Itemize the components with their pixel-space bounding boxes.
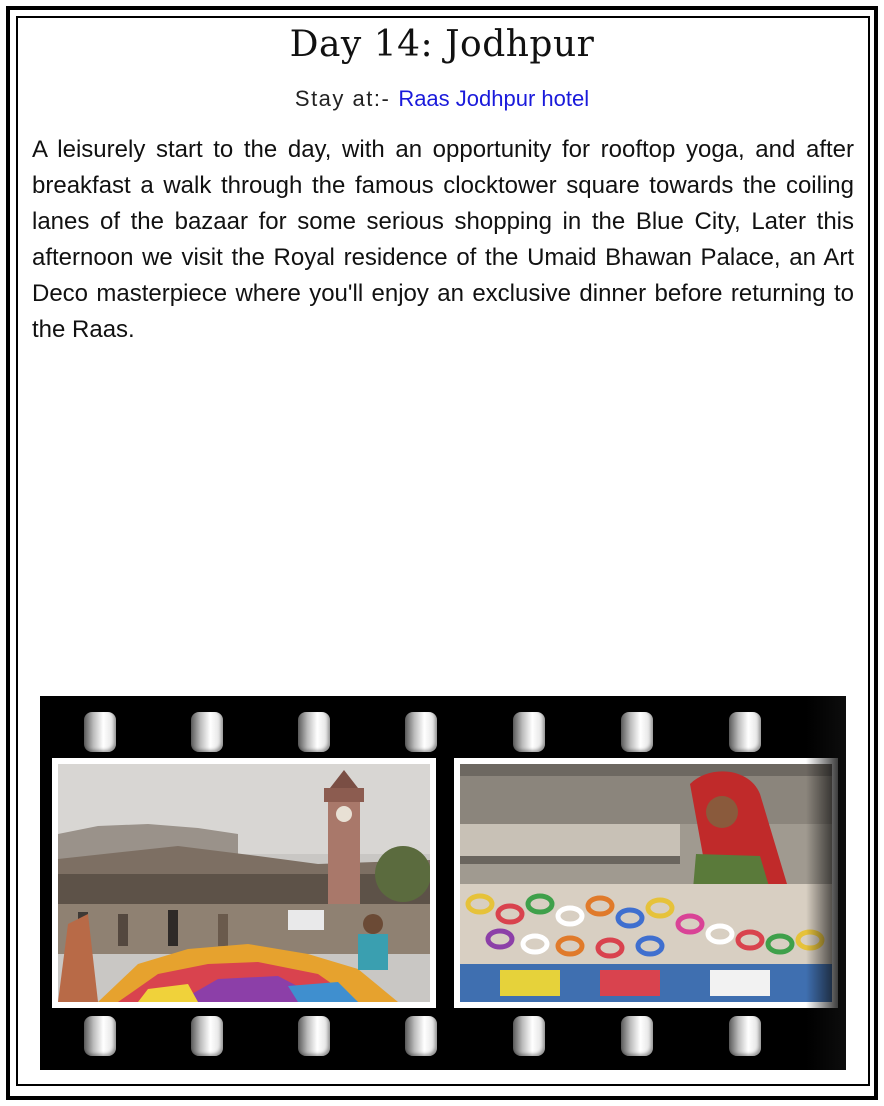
sprocket-row-top (40, 712, 846, 756)
sprocket-hole (513, 712, 545, 752)
sprocket-row-bottom (40, 1016, 846, 1060)
hotel-link[interactable]: Raas Jodhpur hotel (398, 86, 590, 111)
sprocket-hole (621, 1016, 653, 1056)
clocktower-market-image (58, 764, 430, 1002)
stay-label: Stay at:- (294, 86, 391, 111)
film-edge-fade (806, 696, 846, 1070)
sprocket-hole (84, 1016, 116, 1056)
sprocket-hole (298, 1016, 330, 1056)
sprocket-hole (405, 712, 437, 752)
sprocket-hole (298, 712, 330, 752)
bangle-vendor-photo (454, 758, 838, 1008)
sprocket-hole (729, 1016, 761, 1056)
film-strip-gallery (40, 696, 846, 1070)
stay-line (0, 86, 884, 112)
sprocket-hole (513, 1016, 545, 1056)
sprocket-hole (621, 712, 653, 752)
sprocket-hole (191, 712, 223, 752)
sprocket-hole (191, 1016, 223, 1056)
sprocket-hole (405, 1016, 437, 1056)
page-title: Day 14: Jodhpur (289, 24, 595, 65)
day-description: A leisurely start to the day, with an opportunity for rooftop yoga, and after breakfast a walk through the famous clocktower square towards the coiling lanes of the bazaar for some serious shopping in the Blue City, Later this afternoon we visit the Royal residence of the Umaid Bhawan Palace, an Art Deco masterpiece where you'll enjoy an exclusive dinner before returning to the Raas. (32, 136, 854, 343)
bangle-vendor-image (460, 764, 832, 1002)
clocktower-market-photo (52, 758, 436, 1008)
sprocket-hole (729, 712, 761, 752)
sprocket-hole (84, 712, 116, 752)
